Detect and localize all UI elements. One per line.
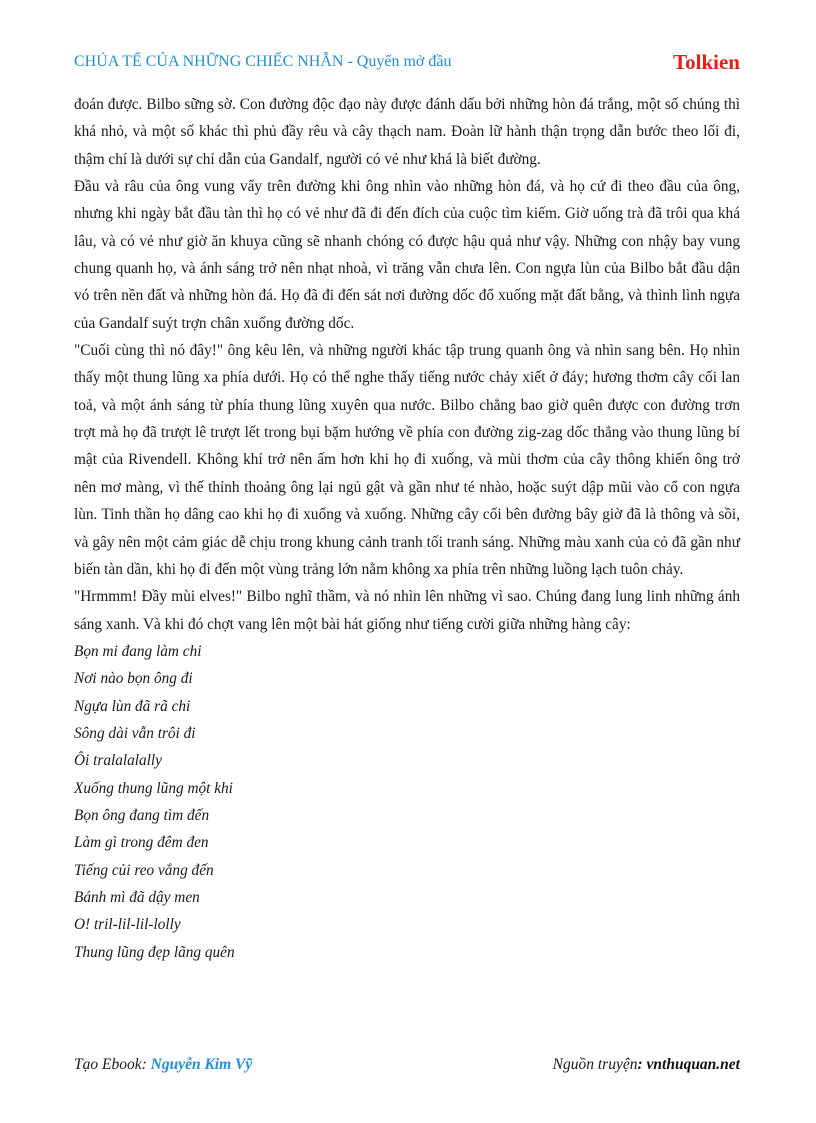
paragraph: đoán được. Bilbo sững sờ. Con đường độc đạo này được đánh dấu bởi những hòn đá trắng, một số chúng thì khá nhỏ, và một số khác thì phủ đầy rêu và cây thạch nam. Đoàn lữ hành thận trọng dẫn bước theo lối đi, thậm chí là dưới sự chỉ dẫn của Gandalf, người có vẻ như khá là biết đường. [74, 96, 740, 168]
page-body [74, 91, 740, 966]
ebook-creator-name: Nguyễn Kim Vỹ [150, 1056, 253, 1073]
poem-line: Sông dài vẫn trôi đi [74, 724, 196, 742]
page-footer [74, 1056, 740, 1076]
poem-line: Bọn ông đang tìm đến [74, 806, 210, 824]
poem-line: Làm gì trong đêm đen [74, 834, 209, 852]
poem-line: Nơi nào bọn ông đi [74, 670, 193, 688]
ebook-credit-separator: : [141, 1056, 151, 1073]
poem-line: O! tril-lil-lil-lolly [74, 916, 181, 934]
source-site-name: vnthuquan.net [646, 1056, 740, 1073]
source-credit-label: Nguồn truyện [552, 1056, 638, 1073]
ebook-credit [74, 1056, 252, 1074]
book-title: CHÚA TỂ CỦA NHỮNG CHIẾC NHẪN - Quyển mở đầu [74, 53, 452, 70]
source-credit [553, 1056, 740, 1074]
ebook-credit-label: Tạo Ebook [74, 1056, 142, 1073]
paragraph: "Hrmmm! Đầy mùi elves!" Bilbo nghĩ thầm, và nó nhìn lên những vì sao. Chúng đang lung linh những ánh sáng xanh. Và khi đó chợt vang lên một bài hát giống như tiếng cười giữa những hàng cây: [74, 588, 740, 633]
paragraph: Đầu và râu của ông vung vẩy trên đường khi ông nhìn vào những hòn đá, và họ cứ đi theo đầu của ông, nhưng khi ngày bắt đầu tàn thì họ có vẻ như đã đi đến đích của cuộc tìm kiếm. Giờ uống trà đã trôi qua khá lâu, và có vẻ như giờ ăn khuya cũng sẽ nhanh chóng có được hậu quả như vậy. Những con nhậy bay vung chung quanh họ, và ánh sáng trở nên nhạt nhoà, vì trăng vẫn chưa lên. Con ngựa lùn của Bilbo bắt đầu dận vó trên nền đất và những hòn đá. Họ đã đi đến sát nơi đường dốc đổ xuống mặt đất bằng, và thình lình ngựa của Gandalf suýt trợn chân xuống đường dốc. [74, 178, 740, 332]
poem-line: Thung lũng đẹp lãng quên [74, 943, 235, 961]
poem-line: Tiếng củi reo vắng đến [74, 861, 214, 879]
paragraph: "Cuối cùng thì nó đây!" ông kêu lên, và những người khác tập trung quanh ông và nhìn sang bên. Họ nhìn thấy một thung lũng xa phía dưới. Họ có thể nghe thấy tiếng nước chảy xiết ở đáy; hương thơm cây cối lan toả, và một ánh sáng từ phía thung lũng xuyên qua nước. Bilbo chẳng bao giờ quên được con đường trơn trợt mà họ đã trượt lê trượt lết trong bụi bặm hướng về phía con đường zig-zag dốc thẳng vào thung lũng bí mật của Rivendell. Không khí trở nên ấm hơn khi họ đi xuống, và mùi thơm của cây thông khiến ông trở nên mơ màng, vì thế thỉnh thoảng ông lại ngủ gật và gần như té nhào, hoặc suýt dập mũi vào cổ con ngựa lùn. Tinh thần họ dâng cao khi họ đi xuống và xuống. Những cây cối bên đường bây giờ đã là thông và sồi, và gây nên một cảm giác dễ chịu trong khung cảnh tranh tối tranh sáng. Những màu xanh của cỏ đã gần như biến tàn dần, khi họ đi đến một vùng trảng lớn nằm không xa phía trên những luồng lạch tuôn chảy. [74, 342, 740, 578]
poem-line: Bánh mì đã dậy men [74, 888, 200, 906]
source-credit-separator: : [637, 1056, 647, 1073]
poem-line: Bọn mi đang làm chi [74, 642, 202, 660]
page-header [74, 50, 740, 76]
author-name: Tolkien [673, 50, 740, 74]
poem-line: Ôi tralalalally [74, 752, 162, 770]
poem [74, 638, 740, 966]
poem-line: Xuống thung lũng một khi [74, 779, 233, 797]
poem-line: Ngựa lùn đã rã chi [74, 697, 191, 715]
